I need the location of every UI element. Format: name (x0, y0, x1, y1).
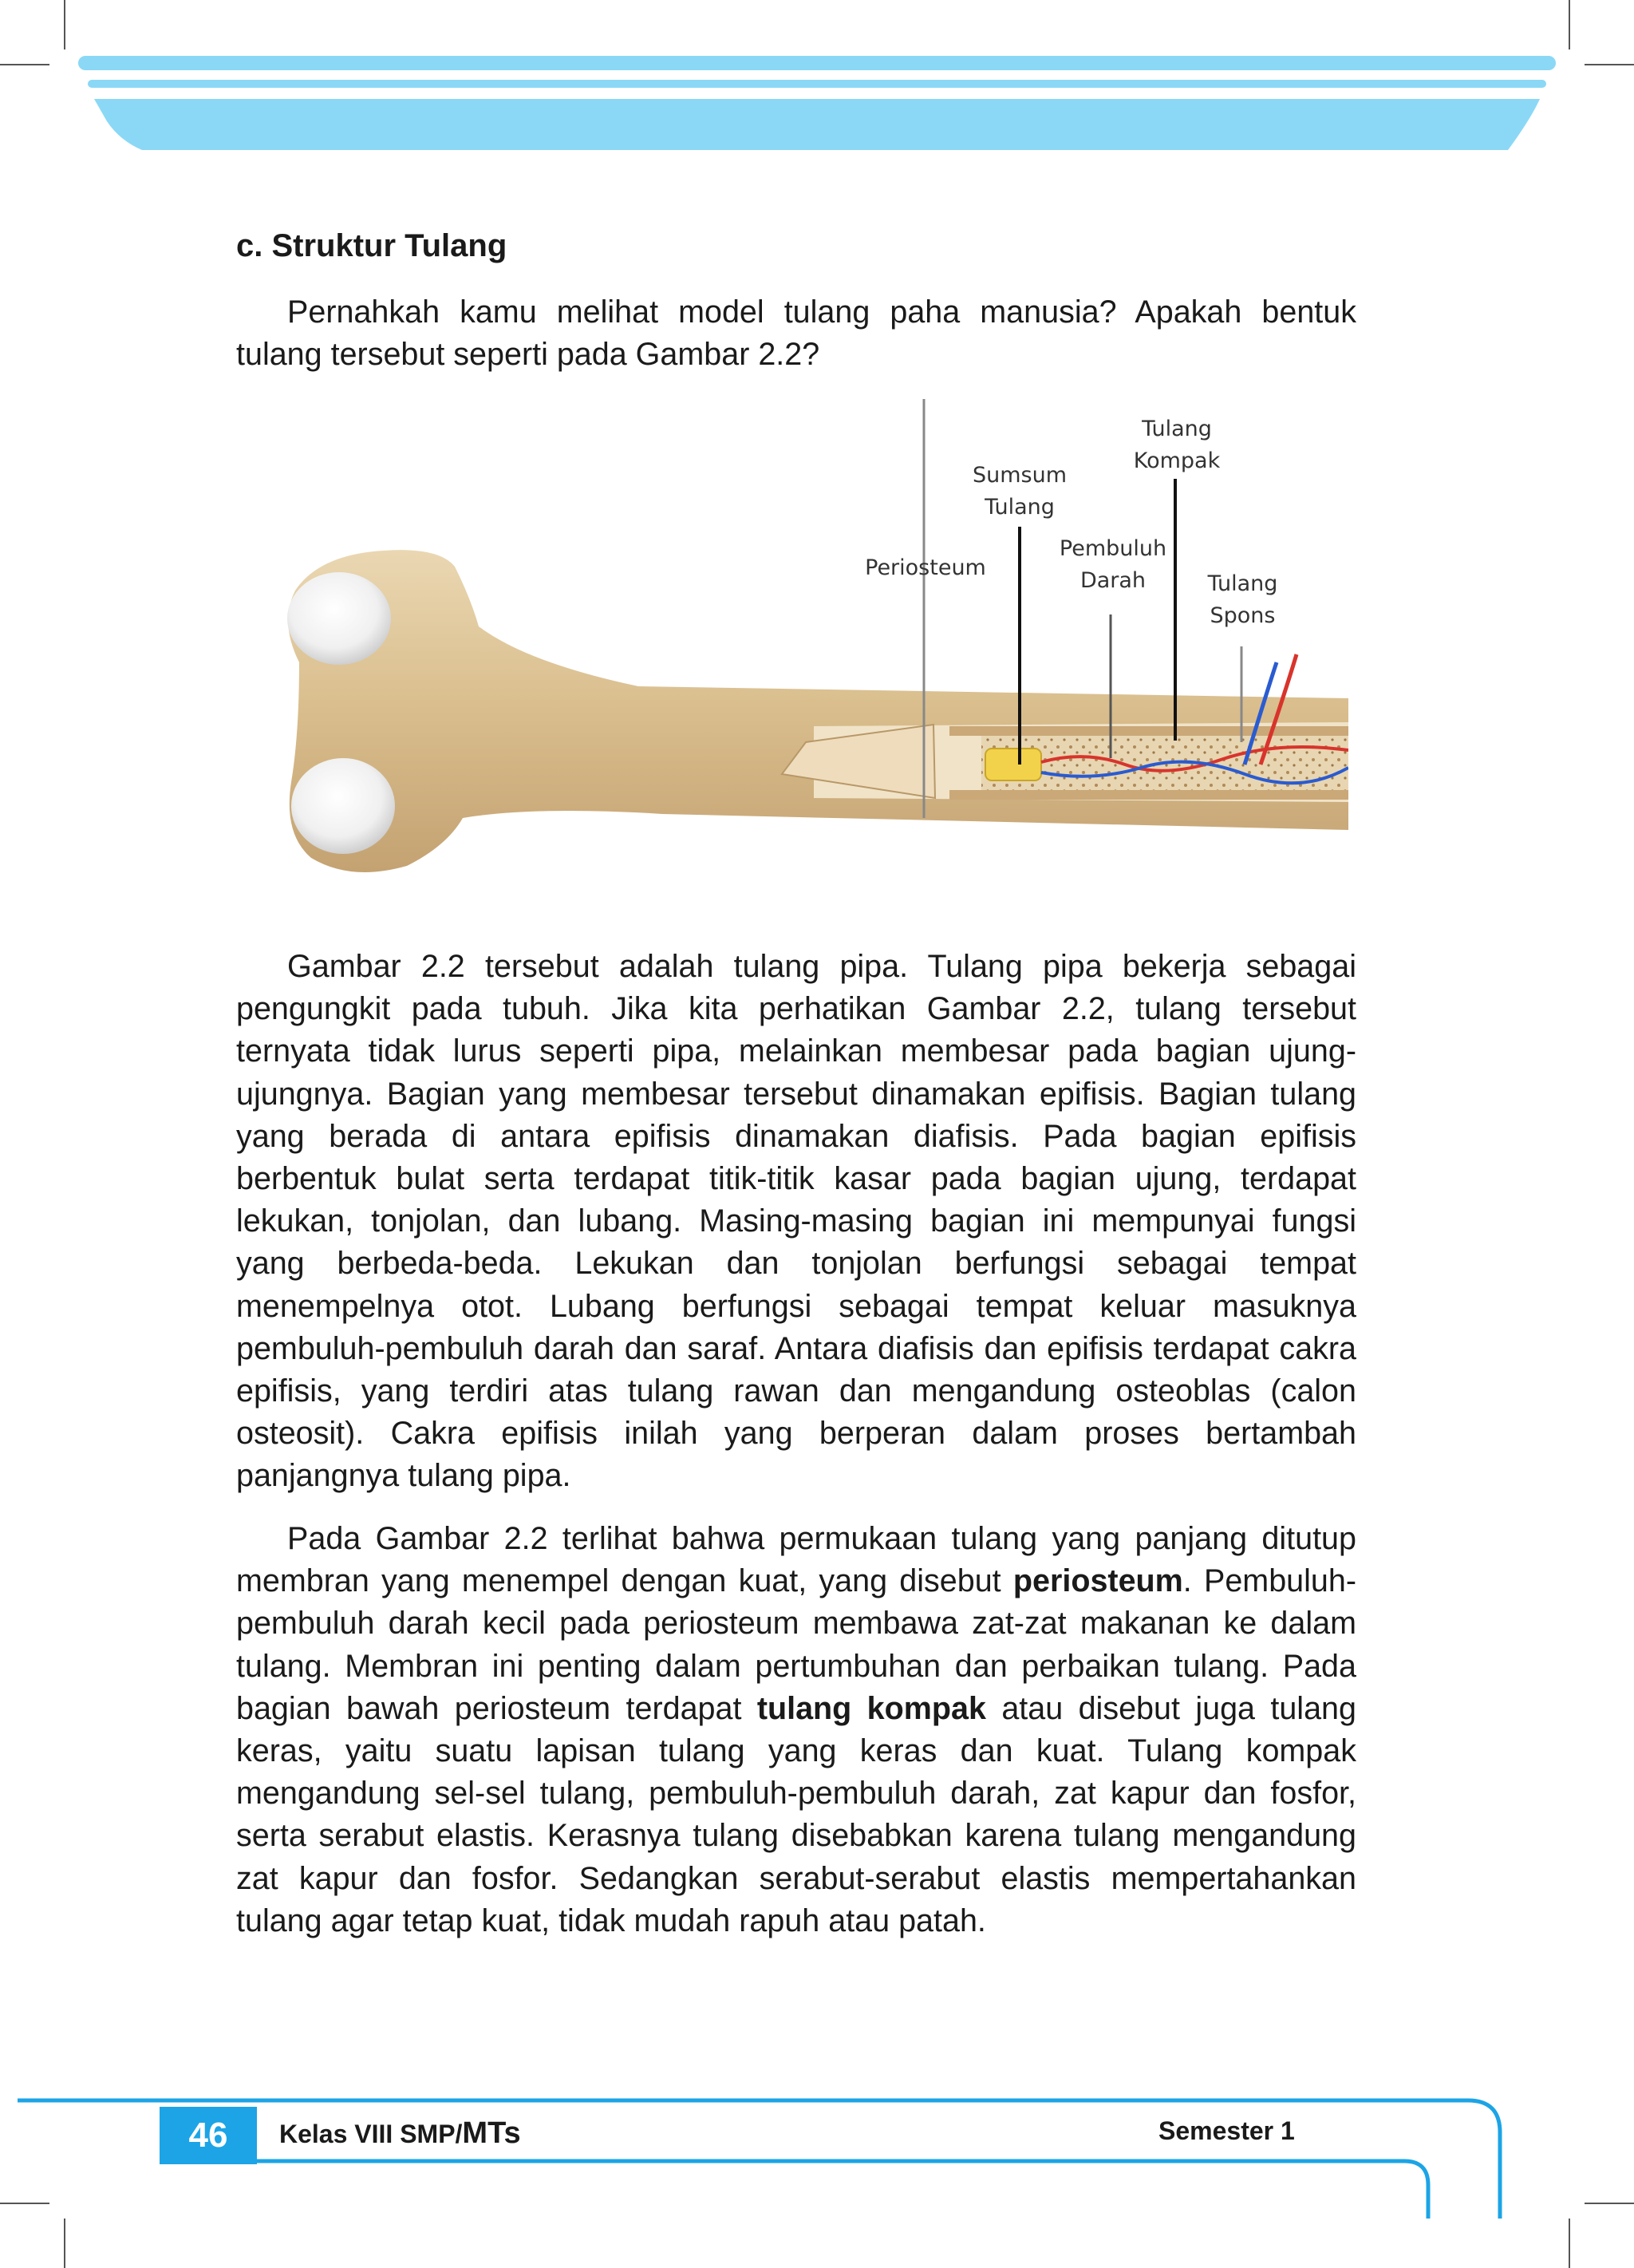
page-number: 46 (188, 2116, 228, 2155)
header-band (0, 0, 1634, 160)
bone-figure (263, 399, 1348, 894)
footer-band (0, 2075, 1634, 2268)
text-segment: Pada Gambar 2.2 terlihat bahwa permukaan tulang yang panjang ditutup membran yang menempel dengan kuat, yang disebut (236, 1521, 1356, 1599)
footer-semester: Semester 1 (1158, 2116, 1295, 2145)
label-periosteum: Periosteum (865, 555, 986, 580)
section-title: c. Struktur Tulang (236, 228, 507, 263)
intro-paragraph: Pernahkah kamu melihat model tulang paha manusia? Apakah bentuk tulang tersebut seperti pada Gambar 2.2? (236, 294, 1356, 373)
term-tulang-kompak: tulang kompak (756, 1690, 986, 1726)
label-pembuluh-darah: Pembuluh Darah (1059, 536, 1167, 593)
label-sumsum-tulang: Sumsum Tulang (972, 463, 1068, 520)
text-segment: atau disebut juga tulang keras, yaitu suatu lapisan tulang yang keras dan kuat. Tulang kompak mengandung sel-sel tulang, pembuluh-pembuluh darah, zat kapur dan fosfor, serta serabut elastis. Kerasnya tulang disebabkan karena tulang mengandung zat kapur dan fosfor. Sedangkan serabut-serabut elastis mempertahankan tulang agar tetap kuat, tidak mudah rapuh atau patah. (236, 1690, 1356, 1938)
text-segment: . Pembuluh-pembuluh darah kecil pada periosteum membawa zat-zat makanan ke dalam tulang. Membran ini penting dalam pertumbuhan dan perbaikan tulang. Pada bagian bawah periosteum terdapat (236, 1563, 1357, 1726)
footer-class-prefix: Kelas VIII SMP/ (279, 2120, 463, 2148)
label-tulang-kompak: Tulang Kompak (1133, 417, 1221, 473)
footer-class (279, 2116, 521, 2151)
paragraph-periosteum (236, 1518, 1356, 1942)
term-periosteum: periosteum (1012, 1563, 1183, 1599)
label-tulang-spons: Tulang Spons (1207, 571, 1278, 628)
paragraph-tulang-pipa: Gambar 2.2 tersebut adalah tulang pipa. Tulang pipa bekerja sebagai pengungkit pada tubuh. Jika kita perhatikan Gambar 2.2, tulang tersebut ternyata tidak lurus seperti pipa, melainkan membesar pada bagian ujung-ujungnya. Bagian yang membesar tersebut dinamakan epifisis. Bagian tulang yang berada di antara epifisis dinamakan diafisis. Pada bagian epifisis berbentuk bulat serta terdapat titik-titik kasar pada bagian ujung, terdapat lekukan, tonjolan, dan lubang. Masing-masing bagian ini mempunyai fungsi yang berbeda-beda. Lekukan dan tonjolan berfungsi sebagai tempat menempelnya otot. Lubang berfungsi sebagai tempat keluar masuknya pembuluh-pembuluh darah dan saraf. Antara diafisis dan epifisis terdapat cakra epifisis, yang terdiri atas tulang rawan dan mengandung osteoblas (calon osteosit). Cakra epifisis inilah yang berperan dalam proses bertambah panjangnya tulang pipa. (236, 949, 1356, 1494)
footer-class-suffix: MTs (462, 2116, 521, 2150)
